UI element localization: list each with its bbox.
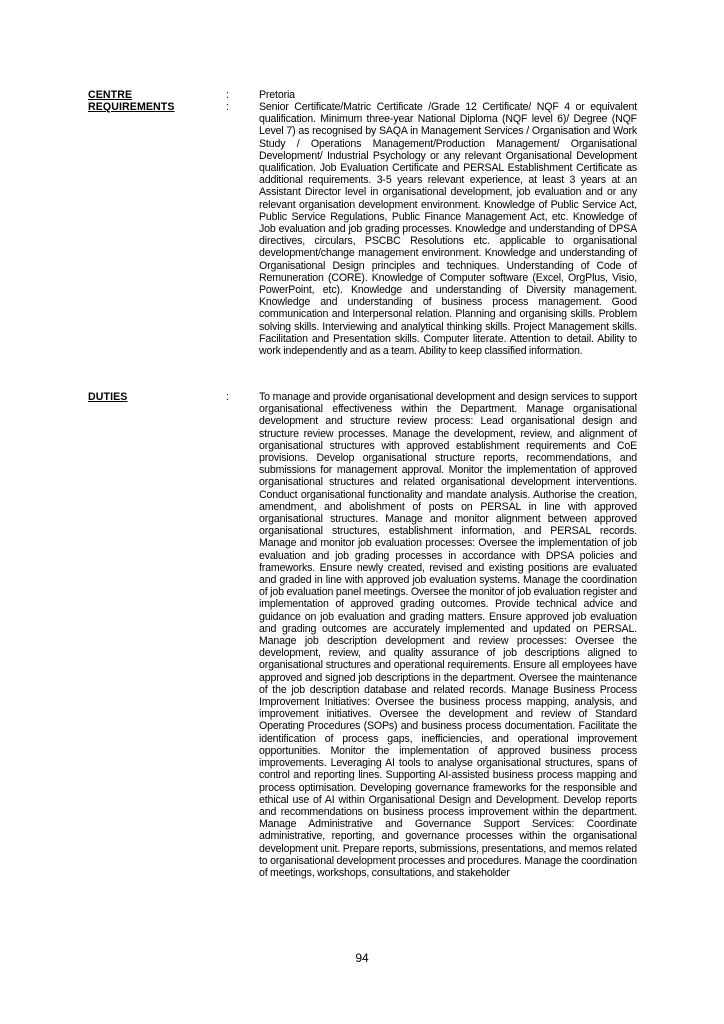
centre-colon: : [226, 89, 229, 101]
centre-label: CENTRE [88, 89, 133, 101]
requirements-colon: : [226, 101, 229, 113]
duties-value: To manage and provide organisational development and design services to support organisational effectiveness within the Department. Manage organisational development and structure review process: Lead organisational design and structure review processes. Manage the development, review, and alignment of organisational structures with approved establishment requirements and CoE provisions. Develop organisational structure reports, recommendations, and submissions for management approval. Monitor the implementation of approved organisational structures and related organisational development interventions. Conduct organisational functionality and mandate analysis. Authorise the creation, amendment, and abolishment of posts on PERSAL in line with approved organisational structures. Manage and monitor alignment between approved organisational structures, establishment information, and PERSAL records. Manage and monitor job evaluation processes: Oversee the implementation of job evaluation and job grading processes in accordance with DPSA policies and frameworks. Ensure newly created, revised and existing positions are evaluated and graded in line with approved job evaluation systems. Manage the coordination of job evaluation panel meetings. Oversee the monitor of job evaluation register and implementation of approved grading outcomes. Provide technical advice and guidance on job evaluation and grading matters. Ensure approved job evaluation and grading outcomes are accurately implemented and updated on PERSAL. Manage job description development and review processes: Oversee the development, review, and quality assurance of job descriptions aligned to organisational structures and operational requirements. Ensure all employees have approved and signed job descriptions in the department. Oversee the maintenance of the job description database and related records. Manage Business Process Improvement Initiatives: Oversee the business process mapping, analysis, and improvement initiatives. Oversee the development and review of Standard Operating Procedures (SOPs) and business process documentation. Facilitate the identification of process gaps, inefficiencies, and operational improvement opportunities. Monitor the implementation of approved business process improvements. Leveraging AI tools to analyse organisational structures, spans of control and reporting lines. Supporting AI-assisted business process mapping and process optimisation. Developing governance frameworks for the responsible and ethical use of AI within Organisational Design and Development. Develop reports and recommendations on business process improvement within the department. Manage Administrative and Governance Support Services: Coordinate administrative, reporting, and governance processes within the organisational development unit. Prepare reports, submissions, presentations, and memos related to organisational development processes and procedures. Manage the coordination of meetings, workshops, consultations, and stakeholder [259, 391, 637, 879]
centre-value: Pretoria [259, 89, 295, 101]
duties-colon: : [226, 391, 229, 403]
requirements-label: REQUIREMENTS [88, 101, 175, 113]
requirements-value: Senior Certificate/Matric Certificate /Grade 12 Certificate/ NQF 4 or equivalent qualification. Minimum three-year National Diploma (NQF level 6)/ Degree (NQF Level 7) as recognised by SAQA in Management Services / Organisation and Work Study / Operations Management/Production Management/ Organisational Development/ Industrial Psychology or any relevant Organisational Development qualification. Job Evaluation Certificate and PERSAL Establishment Certificate as additional requirements. 3-5 years relevant experience, at least 3 years at an Assistant Director level in organisational development, job evaluation and or any relevant organisation development environment. Knowledge of Public Service Act, Public Service Regulations, Public Finance Management Act, etc. Knowledge of Job evaluation and job grading processes. Knowledge and understanding of DPSA directives, circulars, PSCBC Resolutions etc. applicable to organisational development/change management environment. Knowledge and understanding of Organisational Design principles and techniques. Understanding of Code of Remuneration (CORE). Knowledge of Computer software (Excel, OrgPlus, Visio, PowerPoint, etc). Knowledge and understanding of Diversity management. Knowledge and understanding of business process management. Good communication and Interpersonal relation. Planning and organising skills. Problem solving skills. Interviewing and analytical thinking skills. Project Management skills. Facilitation and Presentation skills. Computer literate. Attention to detail. Ability to work independently and as a team. Ability to keep classified information. [259, 101, 637, 358]
page-number: 94 [355, 951, 369, 965]
duties-label: DUTIES [88, 391, 128, 403]
